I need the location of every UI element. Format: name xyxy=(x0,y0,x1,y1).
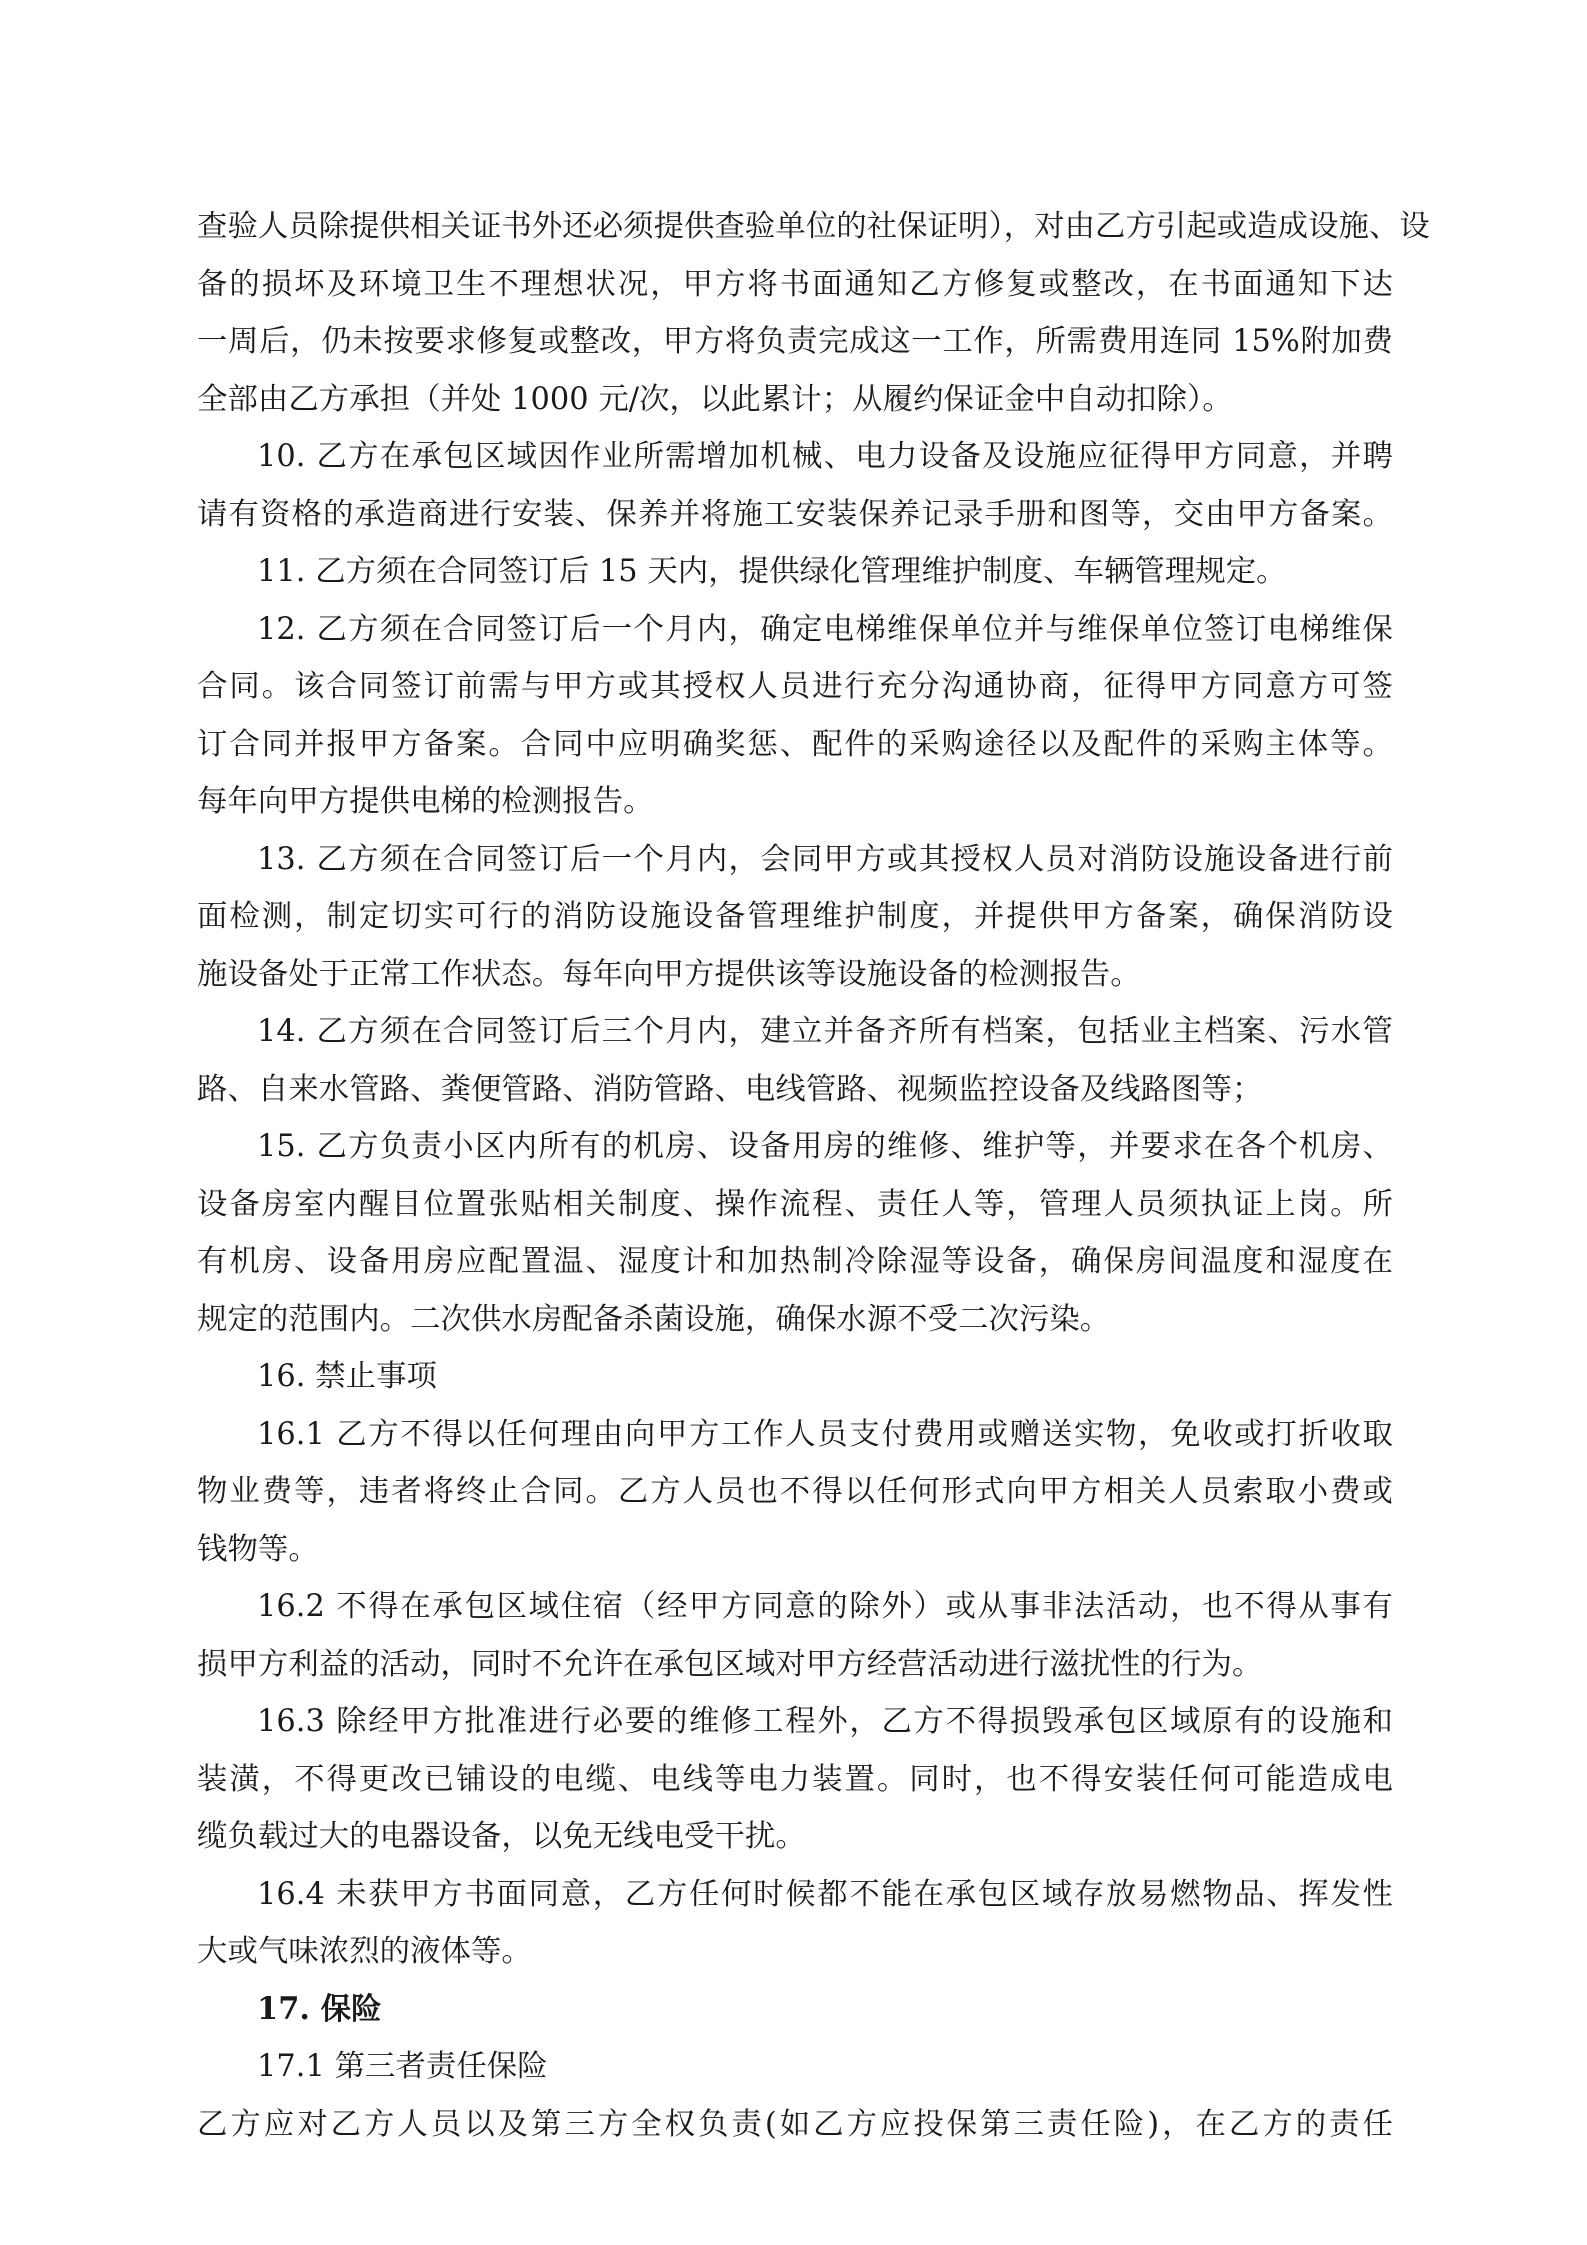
paragraph-first-line: 16. 禁止事项 xyxy=(257,1359,437,1394)
paragraph-first-line: 12. 乙方须在合同签订后一个月内，确定电梯维保单位并与维保单位签订电梯维保 xyxy=(257,611,1393,647)
text-line: 损甲方利益的活动，同时不允许在承包区域对甲方经营活动进行滋扰性的行为。 xyxy=(197,1646,1263,1682)
text-line: 大或气味浓烈的液体等。 xyxy=(197,1934,532,1969)
text-line: 装潢，不得更改已铺设的电缆、电线等电力装置。同时，也不得安装任何可能造成电 xyxy=(197,1761,1393,1797)
text-line: 施设备处于正常工作状态。每年向甲方提供该等设施设备的检测报告。 xyxy=(197,956,1141,992)
text-line: 有机房、设备用房应配置温、湿度计和加热制冷除湿等设备，确保房间温度和湿度在 xyxy=(197,1244,1393,1279)
text-line: 设备房室内醒目位置张贴相关制度、操作流程、责任人等，管理人员须执证上岗。所 xyxy=(197,1186,1393,1222)
paragraph-first-line: 14. 乙方须在合同签订后三个月内，建立并备齐所有档案，包括业主档案、污水管 xyxy=(257,1014,1393,1049)
text-line: 全部由乙方承担（并处 1000 元/次，以此累计；从履约保证金中自动扣除）。 xyxy=(197,381,1233,417)
text-line: 钱物等。 xyxy=(197,1531,319,1567)
text-line: 规定的范围内。二次供水房配备杀菌设施，确保水源不受二次污染。 xyxy=(197,1301,1111,1337)
text-line: 查验人员除提供相关证书外还必须提供查验单位的社保证明），对由乙方引起或造成设施、设 xyxy=(197,209,1430,244)
text-line: 订合同并报甲方备案。合同中应明确奖惩、配件的采购途径以及配件的采购主体等。 xyxy=(197,726,1393,762)
text-line: 合同。该合同签订前需与甲方或其授权人员进行充分沟通协商，征得甲方同意方可签 xyxy=(197,669,1393,704)
text-line: 一周后，仍未按要求修复或整改，甲方将负责完成这一工作，所需费用连同 15%附加费 xyxy=(197,324,1393,359)
text-line: 缆负载过大的电器设备，以免无线电受干扰。 xyxy=(197,1819,806,1854)
text-line: 备的损坏及环境卫生不理想状况，甲方将书面通知乙方修复或整改，在书面通知下达 xyxy=(197,266,1393,302)
paragraph-first-line: 16.4 未获甲方书面同意，乙方任何时候都不能在承包区域存放易燃物品、挥发性 xyxy=(257,1876,1393,1912)
text-line: 面检测，制定切实可行的消防设施设备管理维护制度，并提供甲方备案，确保消防设 xyxy=(197,899,1393,934)
paragraph-first-line: 15. 乙方负责小区内所有的机房、设备用房的维修、维护等，并要求在各个机房、 xyxy=(257,1129,1393,1164)
text-line: 乙方应对乙方人员以及第三方全权负责(如乙方应投保第三责任险)，在乙方的责任 xyxy=(197,2106,1393,2142)
paragraph-first-line: 17.1 第三者责任保险 xyxy=(257,2049,548,2084)
paragraph-first-line: 16.1 乙方不得以任何理由向甲方工作人员支付费用或赠送实物，免收或打折收取 xyxy=(257,1416,1393,1452)
contract-text xyxy=(197,198,1430,2153)
paragraph-first-line: 16.2 不得在承包区域住宿（经甲方同意的除外）或从事非法活动，也不得从事有 xyxy=(257,1589,1393,1624)
paragraph-first-line: 11. 乙方须在合同签订后 15 天内，提供绿化管理维护制度、车辆管理规定。 xyxy=(257,554,1287,589)
text-line: 物业费等，违者将终止合同。乙方人员也不得以任何形式向甲方相关人员索取小费或 xyxy=(197,1474,1393,1509)
text-line: 请有资格的承造商进行安装、保养并将施工安装保养记录手册和图等，交由甲方备案。 xyxy=(197,496,1393,532)
paragraph-first-line: 16.3 除经甲方批准进行必要的维修工程外，乙方不得损毁承包区域原有的设施和 xyxy=(257,1704,1393,1739)
paragraph-first-line: 17. 保险 xyxy=(257,1990,382,2027)
text-line: 路、自来水管路、粪便管路、消防管路、电线管路、视频监控设备及线路图等； xyxy=(197,1071,1263,1107)
text-line: 每年向甲方提供电梯的检测报告。 xyxy=(197,784,654,819)
paragraph-first-line: 10. 乙方在承包区域因作业所需增加机械、电力设备及设施应征得甲方同意，并聘 xyxy=(257,439,1393,474)
paragraph-first-line: 13. 乙方须在合同签订后一个月内，会同甲方或其授权人员对消防设施设备进行前 xyxy=(257,841,1393,877)
